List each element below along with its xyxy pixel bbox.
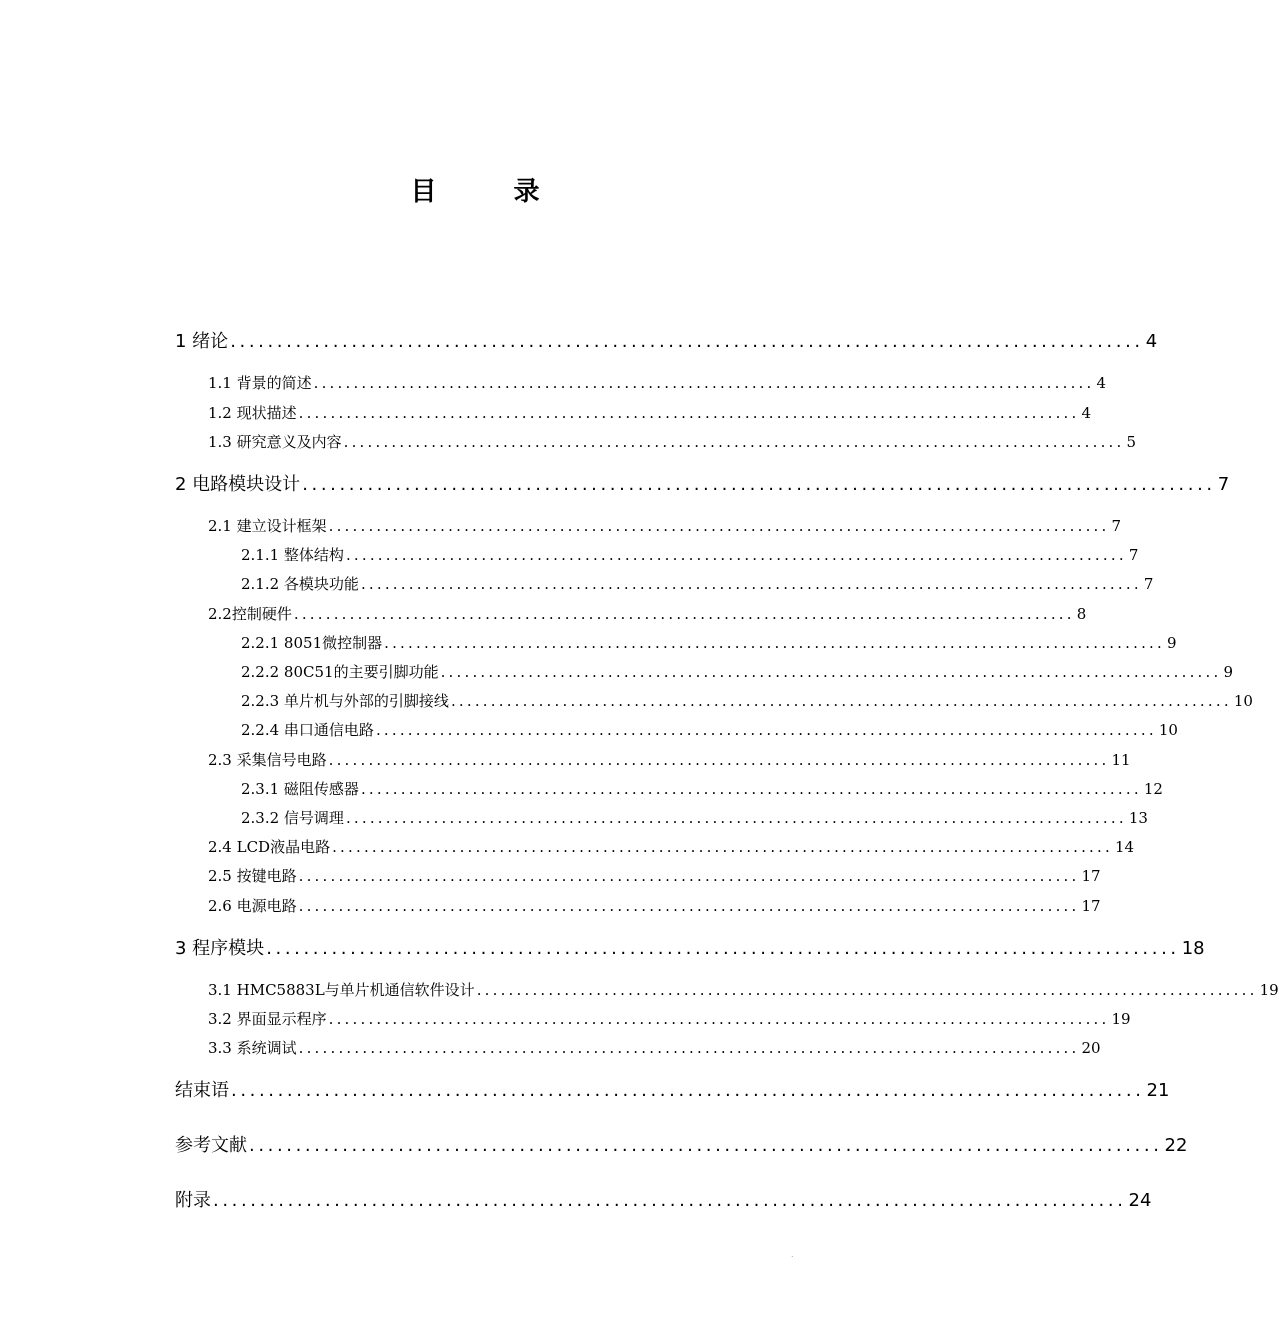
toc-entry-chapter-1[interactable] <box>175 329 1158 355</box>
toc-entry-label: 2.3.2 信号调理 <box>241 809 344 827</box>
toc-page-number: 12 <box>1143 780 1163 798</box>
toc-entry-label: 2.1 建立设计框架 <box>208 517 327 535</box>
toc-entry-label: 2.2控制硬件 <box>208 605 292 623</box>
toc-entry-label: 参考文献 <box>175 1135 247 1156</box>
toc-page-number: 19 <box>1111 1010 1131 1028</box>
toc-entry-section-2-4[interactable] <box>208 836 1135 858</box>
page-title: 目 录 <box>410 177 574 207</box>
toc-page-number: 4 <box>1145 331 1158 352</box>
toc-leader-dots: .................................................................................................. <box>313 374 1095 392</box>
toc-leader-dots: .................................................................................................. <box>298 897 1080 915</box>
toc-page-number: 9 <box>1166 634 1177 652</box>
toc-leader-dots: .................................................................................................. <box>298 404 1080 422</box>
toc-entry-label: 2.1.2 各模块功能 <box>241 575 359 593</box>
toc-leader-dots: .................................................................................................. <box>440 663 1222 681</box>
toc-entry-conclusion[interactable] <box>175 1078 1170 1104</box>
toc-leader-dots: .................................................................................................. <box>345 546 1127 564</box>
toc-page-number: 11 <box>1111 751 1131 769</box>
toc-entry-chapter-2[interactable] <box>175 472 1230 498</box>
toc-entry-section-2-2-2[interactable] <box>241 661 1234 683</box>
toc-page-number: 20 <box>1081 1039 1101 1057</box>
toc-leader-dots: .................................................................................................. <box>266 938 1180 959</box>
toc-leader-dots: .................................................................................................. <box>360 780 1142 798</box>
toc-entry-label: 2.3 采集信号电路 <box>208 751 327 769</box>
toc-leader-dots: .................................................................................................. <box>343 433 1125 451</box>
toc-page-number: 7 <box>1128 546 1139 564</box>
toc-entry-references[interactable] <box>175 1133 1188 1159</box>
toc-page-number: 14 <box>1114 838 1135 856</box>
toc-entry-label: 2.2.1 8051微控制器 <box>241 634 383 652</box>
toc-leader-dots: .................................................................................................. <box>328 1010 1110 1028</box>
toc-entry-label: 2.4 LCD液晶电路 <box>208 838 331 856</box>
toc-page-number: 10 <box>1233 692 1253 710</box>
toc-leader-dots: .................................................................................................. <box>249 1135 1163 1156</box>
toc-entry-section-3-1[interactable] <box>208 979 1279 1001</box>
toc-page-number: 4 <box>1081 404 1092 422</box>
toc-page-number: 9 <box>1223 663 1234 681</box>
toc-page-number: 21 <box>1146 1080 1170 1101</box>
toc-leader-dots: .................................................................................................. <box>375 721 1157 739</box>
toc-page-number: 17 <box>1081 867 1101 885</box>
toc-page-number: 5 <box>1126 433 1137 451</box>
toc-entry-label: 3.3 系统调试 <box>208 1039 297 1057</box>
toc-leader-dots: .................................................................................................. <box>298 867 1080 885</box>
toc-page-number: 7 <box>1143 575 1154 593</box>
toc-entry-section-3-3[interactable] <box>208 1037 1101 1059</box>
toc-entry-label: 1.3 研究意义及内容 <box>208 433 342 451</box>
toc-entry-section-2-5[interactable] <box>208 865 1101 887</box>
toc-entry-label: 3 程序模块 <box>175 938 265 959</box>
toc-entry-section-1-1[interactable] <box>208 372 1107 394</box>
toc-page-number: 4 <box>1096 374 1107 392</box>
toc-leader-dots: .................................................................................................. <box>213 1190 1127 1211</box>
toc-entry-section-1-3[interactable] <box>208 431 1137 453</box>
toc-entry-label: 2.6 电源电路 <box>208 897 297 915</box>
toc-page-number: 7 <box>1111 517 1122 535</box>
toc-leader-dots: .................................................................................................. <box>450 692 1232 710</box>
toc-leader-dots: .................................................................................................. <box>345 809 1127 827</box>
toc-page-number: 13 <box>1128 809 1148 827</box>
toc-entry-section-2-2-4[interactable] <box>241 719 1178 741</box>
toc-page-number: 8 <box>1076 605 1087 623</box>
toc-entry-section-2-2[interactable] <box>208 603 1087 625</box>
toc-page-number: 7 <box>1217 474 1230 495</box>
toc-entry-section-2-3[interactable] <box>208 749 1131 771</box>
toc-entry-label: 2.2.2 80C51的主要引脚功能 <box>241 663 439 681</box>
toc-entry-label: 2.2.4 串口通信电路 <box>241 721 374 739</box>
toc-leader-dots: .................................................................................................. <box>360 575 1142 593</box>
toc-entry-chapter-3[interactable] <box>175 936 1205 962</box>
toc-entry-section-2-3-2[interactable] <box>241 807 1148 829</box>
toc-leader-dots: .................................................................................................. <box>230 331 1144 352</box>
toc-leader-dots: .................................................................................................. <box>293 605 1075 623</box>
toc-page-number: 19 <box>1259 981 1279 999</box>
toc-entry-appendix[interactable] <box>175 1188 1152 1214</box>
toc-entry-section-1-2[interactable] <box>208 402 1092 424</box>
toc-leader-dots: .................................................................................................. <box>328 517 1110 535</box>
toc-entry-section-2-2-3[interactable] <box>241 690 1253 712</box>
toc-entry-label: 2.2.3 单片机与外部的引脚接线 <box>241 692 449 710</box>
toc-entry-label: 2.3.1 磁阻传感器 <box>241 780 359 798</box>
toc-entry-label: 1.2 现状描述 <box>208 404 297 422</box>
toc-leader-dots: .................................................................................................. <box>384 634 1165 652</box>
toc-entry-label: 附录 <box>175 1190 211 1211</box>
corner-mark: . <box>791 1250 794 1259</box>
toc-entry-section-2-1[interactable] <box>208 515 1122 537</box>
toc-entry-section-2-1-2[interactable] <box>241 573 1154 595</box>
toc-page-number: 17 <box>1081 897 1101 915</box>
toc-entry-label: 3.1 HMC5883L与单片机通信软件设计 <box>208 981 475 999</box>
toc-entry-label: 2.1.1 整体结构 <box>241 546 344 564</box>
toc-entry-label: 结束语 <box>175 1080 229 1101</box>
toc-leader-dots: .................................................................................................. <box>476 981 1258 999</box>
toc-page-number: 22 <box>1164 1135 1188 1156</box>
toc-page-number: 18 <box>1181 938 1205 959</box>
toc-leader-dots: .................................................................................................. <box>328 751 1110 769</box>
toc-leader-dots: .................................................................................................. <box>332 838 1113 856</box>
toc-page-number: 24 <box>1128 1190 1152 1211</box>
toc-entry-section-2-2-1[interactable] <box>241 632 1177 654</box>
toc-entry-label: 2 电路模块设计 <box>175 474 301 495</box>
toc-entry-label: 3.2 界面显示程序 <box>208 1010 327 1028</box>
toc-leader-dots: .................................................................................................. <box>298 1039 1080 1057</box>
toc-leader-dots: .................................................................................................. <box>302 474 1216 495</box>
toc-page-number: 10 <box>1158 721 1178 739</box>
toc-entry-section-2-1-1[interactable] <box>241 544 1139 566</box>
toc-entry-label: 1.1 背景的简述 <box>208 374 312 392</box>
toc-entry-section-2-3-1[interactable] <box>241 778 1163 800</box>
toc-entry-section-2-6[interactable] <box>208 895 1101 917</box>
toc-entry-label: 1 绪论 <box>175 331 229 352</box>
toc-leader-dots: .................................................................................................. <box>231 1080 1145 1101</box>
toc-entry-section-3-2[interactable] <box>208 1008 1131 1030</box>
toc-entry-label: 2.5 按键电路 <box>208 867 297 885</box>
